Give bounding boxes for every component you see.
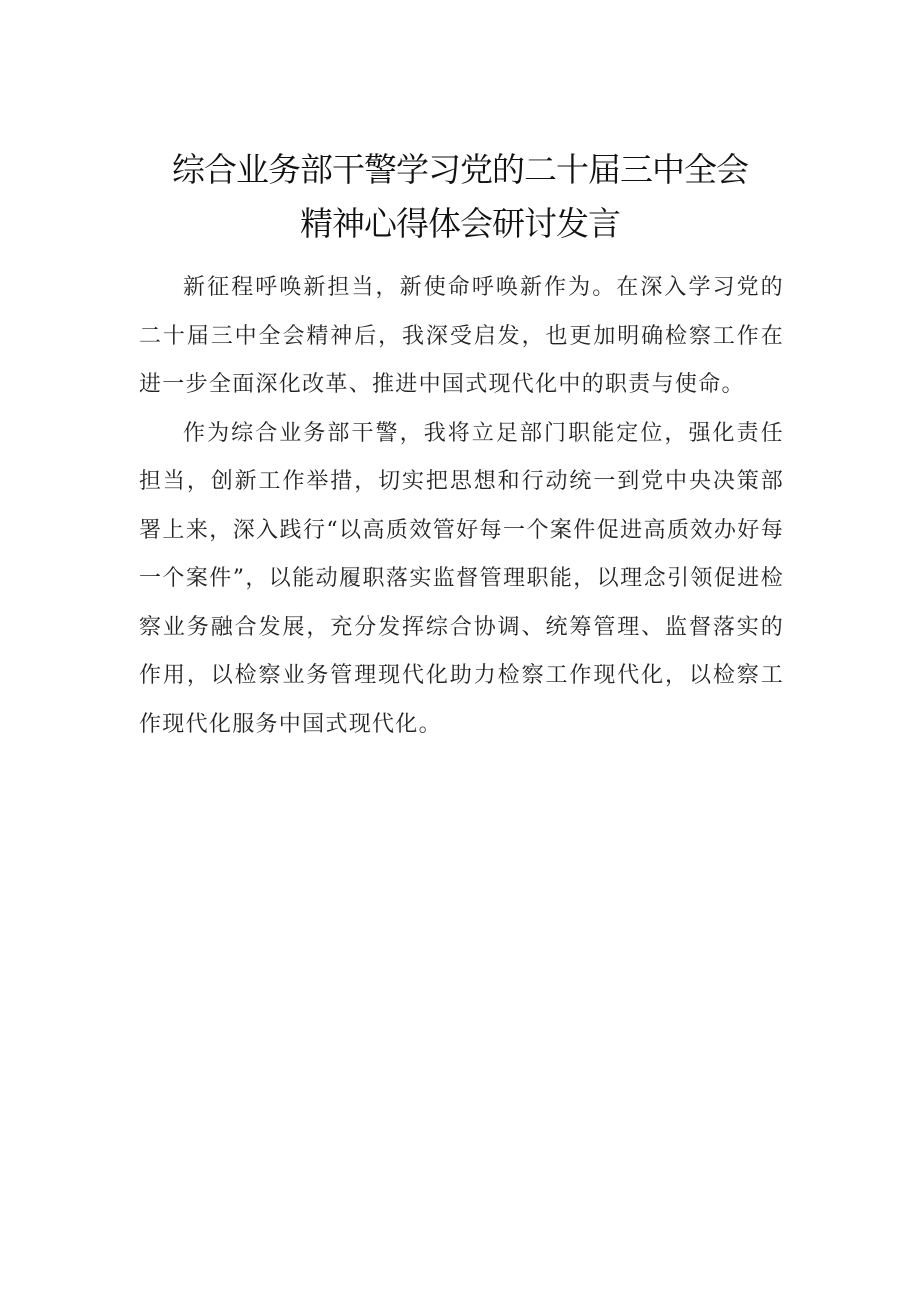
document-title xyxy=(0,143,920,251)
title-line-1: 综合业务部干警学习党的二十届三中全会 xyxy=(172,150,748,189)
document-body xyxy=(139,264,784,749)
paragraph-1: 新征程呼唤新担当，新使命呼唤新作为。在深入学习党的二十届三中全会精神后，我深受启发，也更加明确检察工作在进一步全面深化改革、推进中国式现代化中的职责与使命。 xyxy=(139,275,784,397)
paragraph-2: 作为综合业务部干警，我将立足部门职能定位，强化责任担当，创新工作举措，切实把思想和行动统一到党中央决策部署上来，深入践行“以高质效管好每一个案件促进高质效办好每一个案件”，以能动履职落实监督管理职能，以理念引领促进检察业务融合发展，充分发挥综合协调、统筹管理、监督落实的作用，以检察业务管理现代化助力检察工作现代化，以检察工作现代化服务中国式现代化。 xyxy=(139,420,784,737)
title-line-2: 精神心得体会研讨发言 xyxy=(300,204,620,243)
